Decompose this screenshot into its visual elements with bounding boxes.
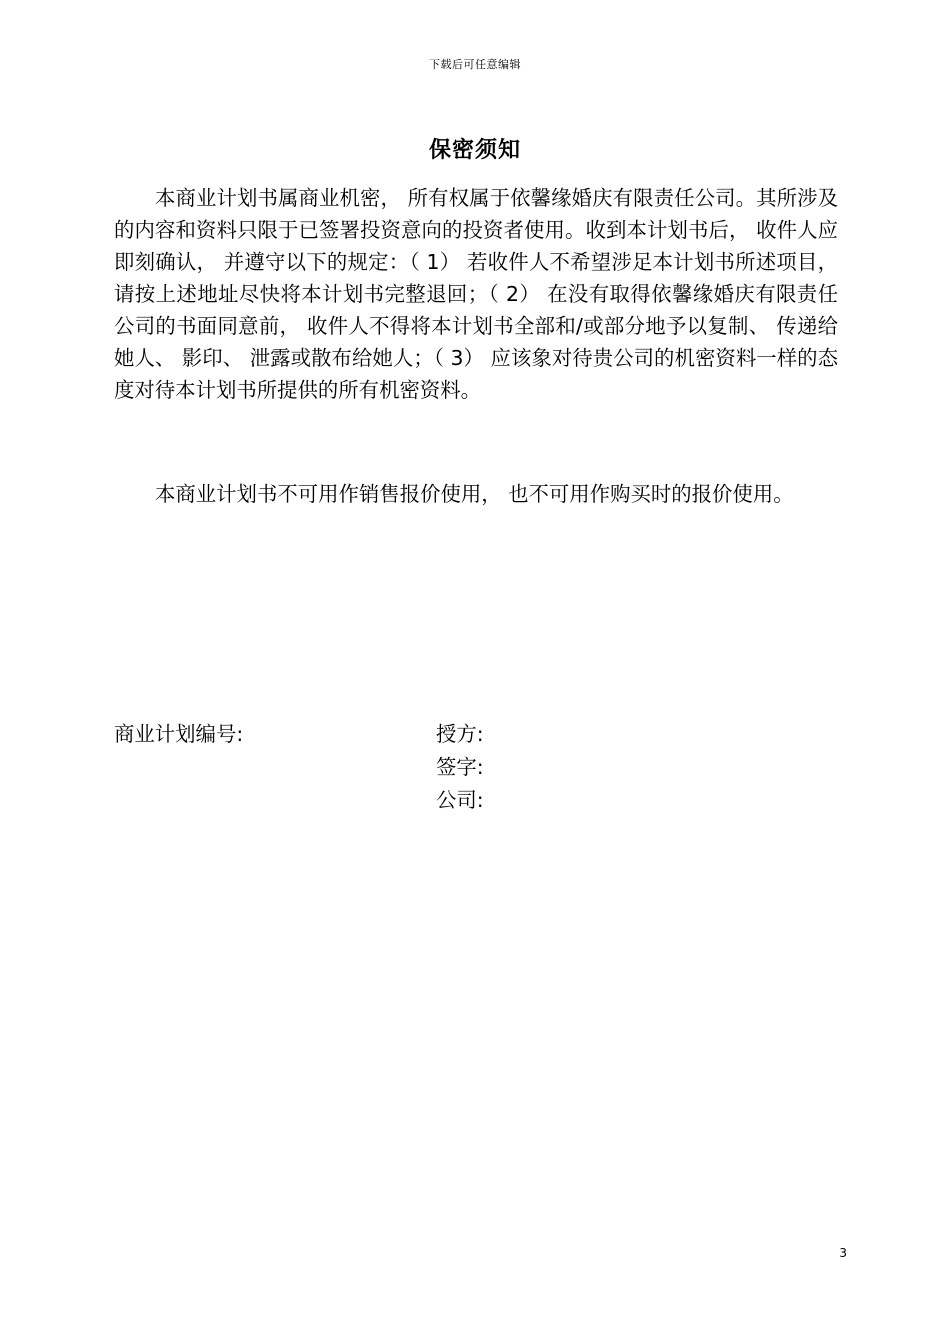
- signature-block: [436, 718, 484, 817]
- sign-label: 签字:: [436, 755, 484, 779]
- grantee-label: 授方:: [436, 722, 484, 746]
- page-title: 保密须知: [428, 138, 521, 163]
- paragraph-no-quotation: 本商业计划书不可用作销售报价使用， 也不可用作购买时的报价使用。: [155, 482, 794, 506]
- paragraph-confidentiality: 本商业计划书属商业机密， 所有权属于依馨缘婚庆有限责任公司。其所涉及的内容和资料只限于已签署投资意向的投资者使用。收到本计划书后， 收件人应即刻确认， 并遵守以下的规定：（ 1） 若收件人不希望涉足本计划书所述项目， 请按上述地址尽快将本计划书完整退回；（ 2） 在没有取得依馨缘婚庆有限责任公司的书面同意前， 收件人不得将本计划书全部和/或部分地予以复制、 传递给她人、 影印、 泄露或散布给她人；（ 3） 应该象对待贵公司的机密资料一样的态度对待本计划书所提供的所有机密资料。: [114, 186, 838, 402]
- plan-number-label: 商业计划编号:: [114, 722, 244, 746]
- company-label: 公司:: [436, 788, 484, 812]
- page-number: 3: [839, 1246, 847, 1260]
- header-note: 下载后可任意编辑: [429, 58, 521, 71]
